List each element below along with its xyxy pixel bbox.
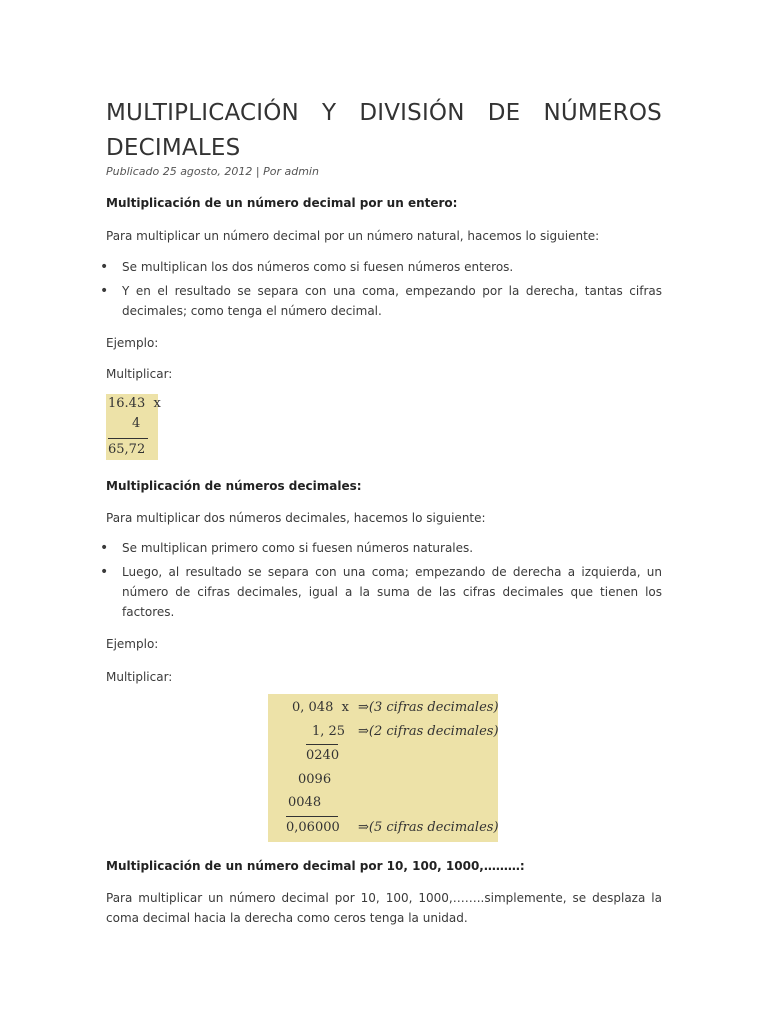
multiply-label: Multiplicar: <box>106 670 173 684</box>
bullet-list <box>100 538 662 626</box>
paragraph: Para multiplicar un número decimal por un número natural, hacemos lo siguiente: <box>106 229 600 243</box>
list-item: • Se multiplican los dos números como si fuesen números enteros. <box>100 259 514 275</box>
list-item: • Y en el resultado se separa con una coma, empezando por la derecha, tantas cifras decimales; como tenga el número decimal. <box>100 283 662 318</box>
multiply-label: Multiplicar: <box>106 367 173 381</box>
section-heading: Multiplicación de un número decimal por un entero: <box>106 196 458 210</box>
title-word: Y <box>322 100 337 126</box>
math-row: 65,72 <box>108 442 146 457</box>
example-label: Ejemplo: <box>106 637 159 651</box>
post-meta: Publicado 25 agosto, 2012 | Por admin <box>106 165 319 178</box>
title-word: NÚMEROS <box>543 100 662 126</box>
math-note: ⇒(3 cifras decimales) <box>358 700 499 715</box>
title-line-2: DECIMALES <box>106 135 241 161</box>
math-row: 16.43 x <box>108 396 161 411</box>
bullet-icon: • <box>100 283 109 299</box>
sum-line <box>108 438 148 439</box>
title-line-1 <box>106 96 662 131</box>
math-row: 0048 <box>288 795 322 810</box>
title-word: MULTIPLICACIÓN <box>106 100 299 126</box>
page-title <box>106 96 662 166</box>
math-row: 0,06000 <box>286 820 340 835</box>
math-note: ⇒(2 cifras decimales) <box>358 724 499 739</box>
math-row: 4 <box>132 416 141 431</box>
math-example-1 <box>106 394 161 460</box>
bullet-icon: • <box>100 564 109 580</box>
section-heading: Multiplicación de un número decimal por 10, 100, 1000,………: <box>106 859 525 873</box>
bullet-list <box>100 257 662 325</box>
sum-line <box>306 744 338 745</box>
math-row: 0240 <box>306 748 340 763</box>
example-label: Ejemplo: <box>106 336 159 350</box>
bullet-icon: • <box>100 540 109 556</box>
title-word: DE <box>487 100 521 126</box>
paragraph: Para multiplicar un número decimal por 10, 100, 1000,……..simplemente, se desplaza la coma decimal hacia la derecha como ceros tenga la unidad. <box>106 891 662 925</box>
math-example-2 <box>268 694 498 842</box>
list-item: • Se multiplican primero como si fuesen números naturales. <box>100 540 474 556</box>
section-heading: Multiplicación de números decimales: <box>106 479 362 493</box>
title-word: DIVISIÓN <box>359 100 465 126</box>
sum-line <box>286 816 338 817</box>
math-row: 0, 048 x <box>292 700 349 715</box>
math-row: 0096 <box>298 772 332 787</box>
paragraph: Para multiplicar dos números decimales, hacemos lo siguiente: <box>106 511 486 525</box>
math-note: ⇒(5 cifras decimales) <box>358 820 499 835</box>
bullet-icon: • <box>100 259 109 275</box>
list-item: • Luego, al resultado se separa con una coma; empezando de derecha a izquierda, un número de cifras decimales, igual a la suma de las cifras decimales que tienen los factores. <box>100 564 662 619</box>
math-row: 1, 25 <box>312 724 346 739</box>
